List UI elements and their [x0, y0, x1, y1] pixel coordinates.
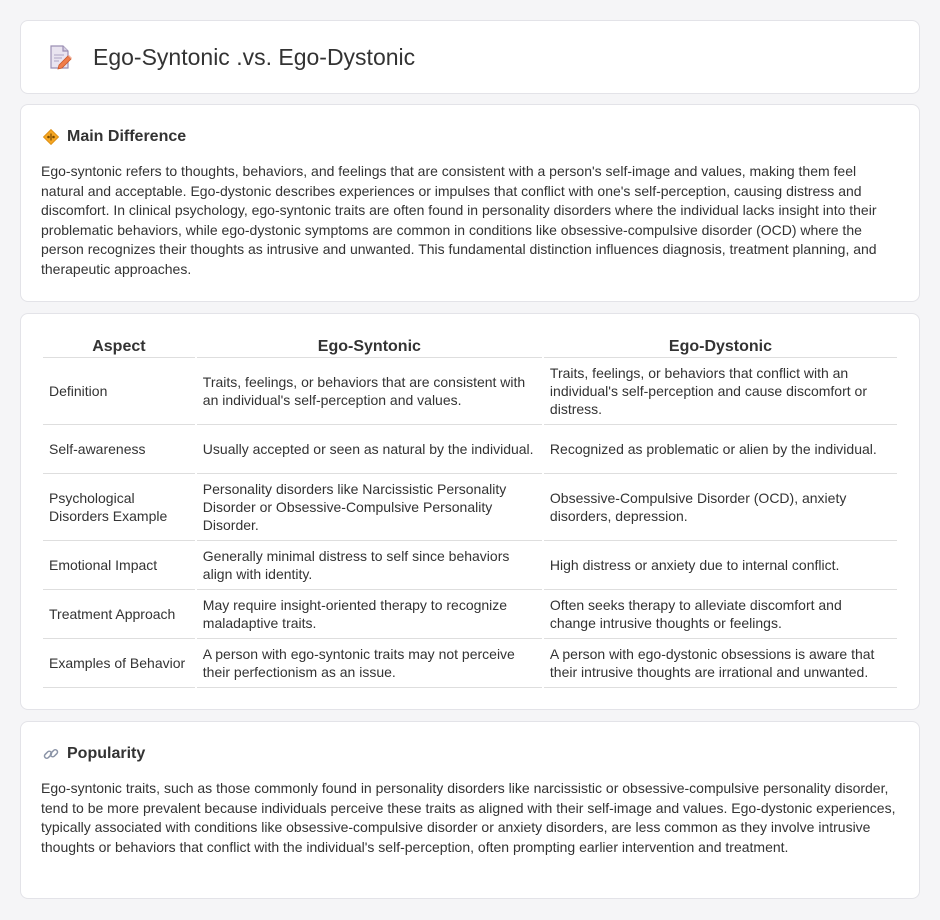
table-row: [43, 639, 897, 688]
link-icon: [43, 746, 59, 762]
cell-syntonic: Generally minimal distress to self since behaviors align with identity.: [197, 541, 542, 590]
main-difference-heading: [43, 125, 899, 149]
table-row: [43, 474, 897, 541]
header-ego-syntonic: Ego-Syntonic: [197, 336, 542, 358]
popularity-heading: [43, 742, 899, 766]
cell-syntonic: Personality disorders like Narcissistic Personality Disorder or Obsessive-Compulsive Personality Disorder.: [197, 474, 542, 541]
cell-aspect: Definition: [43, 358, 195, 425]
table-header-row: [43, 336, 897, 358]
page-title: Ego-Syntonic .vs. Ego-Dystonic: [93, 43, 416, 70]
table-row: [43, 425, 897, 474]
cell-syntonic: May require insight-oriented therapy to recognize maladaptive traits.: [197, 590, 542, 639]
cell-aspect: Treatment Approach: [43, 590, 195, 639]
header-ego-dystonic: Ego-Dystonic: [544, 336, 897, 358]
cell-aspect: Psychological Disorders Example: [43, 474, 195, 541]
cell-dystonic: High distress or anxiety due to internal conflict.: [544, 541, 897, 590]
cell-dystonic: A person with ego-dystonic obsessions is aware that their intrusive thoughts are irrational and unwanted.: [544, 639, 897, 688]
popularity-text: Ego-syntonic traits, such as those commonly found in personality disorders like narcissistic or obsessive-compulsive personality disorder, tend to be more prevalent because individuals perceive these traits as aligned with their self-image and values. Ego-dystonic experiences, typically associated with conditions like obsessive-compulsive disorder or anxiety disorders, are less common as they involve intrusive thoughts or behaviors that conflict with the individual's self-perception, often prompting earlier intervention and treatment.: [41, 780, 896, 855]
table-row: [43, 358, 897, 425]
cell-syntonic: A person with ego-syntonic traits may not perceive their perfectionism as an issue.: [197, 639, 542, 688]
main-difference-text: Ego-syntonic refers to thoughts, behaviors, and feelings that are consistent with a person's self-image and values, making them feel natural and acceptable. Ego-dystonic describes experiences or impulses that conflict with one's self-perception, causing distress and discomfort. In clinical psychology, ego-syntonic traits are often found in personality disorders where the individual lacks insight into their problematic behaviors, while ego-dystonic symptoms are common in conditions like obsessive-compulsive disorder (OCD) where the person recognizes their thoughts as intrusive and unwanted. This fundamental distinction influences diagnosis, treatment planning, and therapeutic approaches.: [41, 163, 877, 277]
diamond-warning-icon: [43, 129, 59, 145]
main-difference-title: Main Difference: [67, 128, 187, 145]
comparison-card: [20, 313, 920, 710]
header-aspect: Aspect: [43, 336, 195, 358]
document-pencil-icon: [47, 44, 73, 70]
popularity-card: [20, 721, 920, 899]
cell-syntonic: Traits, feelings, or behaviors that are consistent with an individual's self-perception and values.: [197, 358, 542, 425]
table-row: [43, 541, 897, 590]
cell-dystonic: Recognized as problematic or alien by the individual.: [544, 425, 897, 474]
cell-aspect: Examples of Behavior: [43, 639, 195, 688]
cell-dystonic: Often seeks therapy to alleviate discomfort and change intrusive thoughts or feelings.: [544, 590, 897, 639]
popularity-title: Popularity: [67, 745, 146, 762]
comparison-table: [41, 336, 899, 688]
cell-aspect: Emotional Impact: [43, 541, 195, 590]
title-row: [21, 21, 919, 93]
cell-aspect: Self-awareness: [43, 425, 195, 474]
table-row: [43, 590, 897, 639]
cell-dystonic: Obsessive-Compulsive Disorder (OCD), anxiety disorders, depression.: [544, 474, 897, 541]
cell-syntonic: Usually accepted or seen as natural by the individual.: [197, 425, 542, 474]
header-card: [20, 20, 920, 94]
cell-dystonic: Traits, feelings, or behaviors that conflict with an individual's self-perception and cause discomfort or distress.: [544, 358, 897, 425]
main-difference-card: [20, 104, 920, 302]
